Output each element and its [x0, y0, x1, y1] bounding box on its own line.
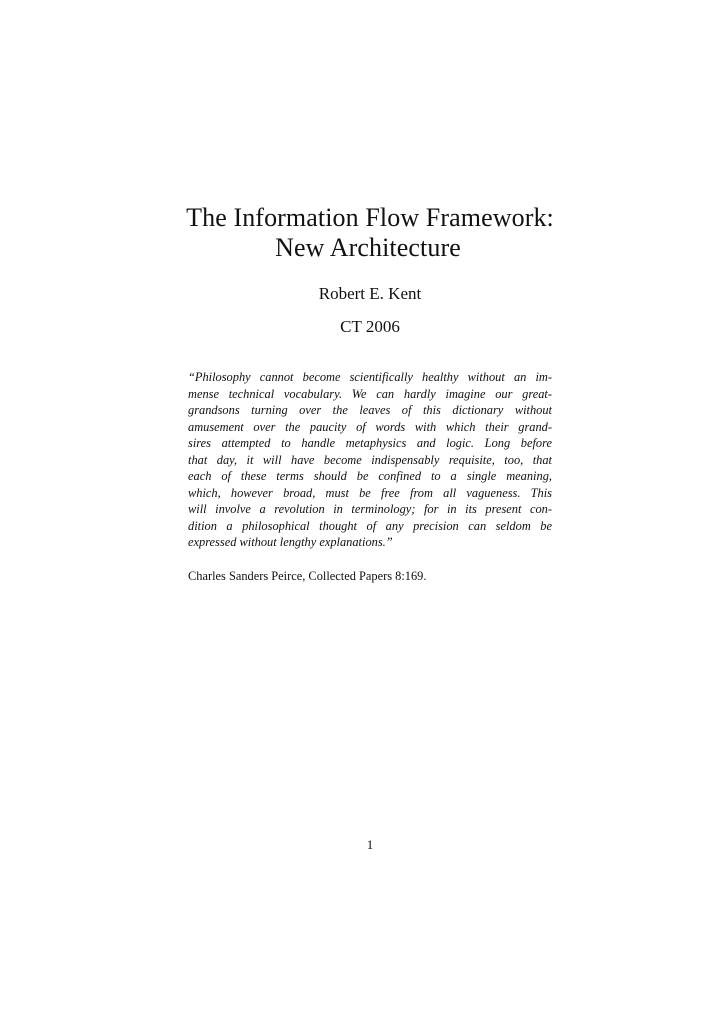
quote-line: “Philosophy cannot become scientifically healthy without an im- [188, 370, 552, 384]
quote-line: amusement over the paucity of words with which their grand- [188, 419, 552, 434]
quote-line: each of these terms should be confined to a single meaning, [188, 469, 552, 484]
quote-line: mense technical vocabulary. We can hardly imagine our great- [188, 386, 552, 401]
epigraph-quote [188, 369, 552, 551]
quote-line: expressed without lengthy explanations.” [188, 535, 393, 550]
quote-line: which, however broad, must be free from all vagueness. This [188, 485, 552, 500]
quote-line: grandsons turning over the leaves of this dictionary without [188, 403, 552, 418]
title-line-1: The Information Flow Framework: [186, 203, 554, 232]
quote-line: that day, it will have become indispensably requisite, too, that [188, 452, 552, 467]
title-line-2: New Architecture [275, 233, 461, 262]
quote-attribution: Charles Sanders Peirce, Collected Papers 8:169. [188, 569, 427, 583]
page-number: 1 [366, 837, 374, 852]
quote-line: sires attempted to handle metaphysics and logic. Long before [188, 436, 552, 451]
author-name: Robert E. Kent [318, 284, 422, 303]
quote-line: dition a philosophical thought of any precision can seldom be [188, 518, 552, 533]
document-date: CT 2006 [340, 317, 400, 336]
quote-line: will involve a revolution in terminology; for in its present con- [188, 502, 552, 517]
